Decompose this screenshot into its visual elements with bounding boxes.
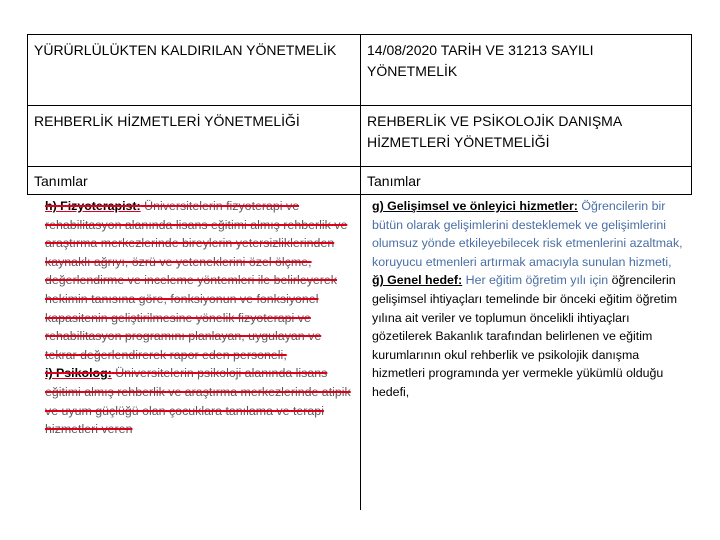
item-i-text: Üniversitelerin psikoloji alanında lisans eğitimi almış rehberlik ve araştırma merkezlerinde atipik ve uyum güçlüğü olan çocuklara tanılama ve terapi hizmetleri veren [45, 366, 351, 437]
deleted-item-i [45, 364, 356, 438]
item-h-lead: h) Fizyoterapist: [45, 199, 141, 213]
item-g [372, 197, 688, 271]
deleted-item-h [45, 197, 356, 364]
row1-right-cell [360, 34, 692, 106]
row2-right-cell [360, 105, 692, 167]
item-gg-lead: ğ) Genel hedef: [372, 273, 463, 288]
row3-right-text: Tanımlar [367, 173, 421, 189]
left-body-cell [27, 194, 361, 510]
row3-right-cell [360, 166, 692, 195]
item-gg [372, 271, 688, 401]
row3-left-cell [27, 166, 361, 195]
row1-left-cell [27, 34, 361, 106]
row2-left-text: REHBERLİK HİZMETLERİ YÖNETMELİĞİ [34, 113, 300, 129]
row2-left-cell [27, 105, 361, 167]
row2-right-text: REHBERLİK VE PSİKOLOJİK DANIŞMA HİZMETLERİ YÖNETMELİĞİ [367, 113, 622, 150]
item-g-text: Öğrencilerin bir bütün olarak gelişimlerini desteklemek ve gelişimlerini olumsuz yönde etkileyebilecek risk etmenlerini azaltmak, koruyucu etmenleri artırmak amacıyla sunulan hizmeti, [372, 199, 683, 269]
row1-right-text: 14/08/2020 TARİH VE 31213 SAYILI YÖNETMELİK [367, 42, 594, 79]
item-gg-blue: Her eğitim öğretim yılı için [462, 273, 609, 288]
row1-left-text: YÜRÜRLÜLÜKTEN KALDIRILAN YÖNETMELİK [34, 42, 337, 58]
right-body-cell [360, 194, 692, 510]
item-gg-text: öğrencilerin gelişimsel ihtiyaçları temelinde bir önceki eğitim öğretim yılına ait veriler ve toplumun öncelikli ihtiyaçları gözetilerek Bakanlık tarafından belirlenen ve eğitim kurumlarının okul rehberlik ve psikolojik danışma hizmetleri programında yer vermekle yükümlü olduğu hedefi, [372, 273, 678, 399]
item-g-lead: g) Gelişimsel ve önleyici hizmetler: [372, 199, 578, 213]
item-i-lead: i) Psikolog: [45, 366, 112, 381]
item-h-text: Üniversitelerin fizyoterapi ve rehabilitasyon alanında lisans eğitimi almış rehberlik ve araştırma merkezlerinde bireylerin yetersizliklerinden kaynaklı ağrıyı, özrü ve yeteneklerini özel ölçme, değerlendirme ve inceleme yöntemleri ile belirleyerek hekimin tanısına göre, fonksiyonun ve fonksiyonel kapasitenin geliştirilmesine yönelik fizyoterapi ve rehabilitasyon programını planlayan, uygulayan ve tekrar değerlendirerek rapor eden personeli, [45, 199, 348, 362]
row3-left-text: Tanımlar [34, 173, 88, 189]
